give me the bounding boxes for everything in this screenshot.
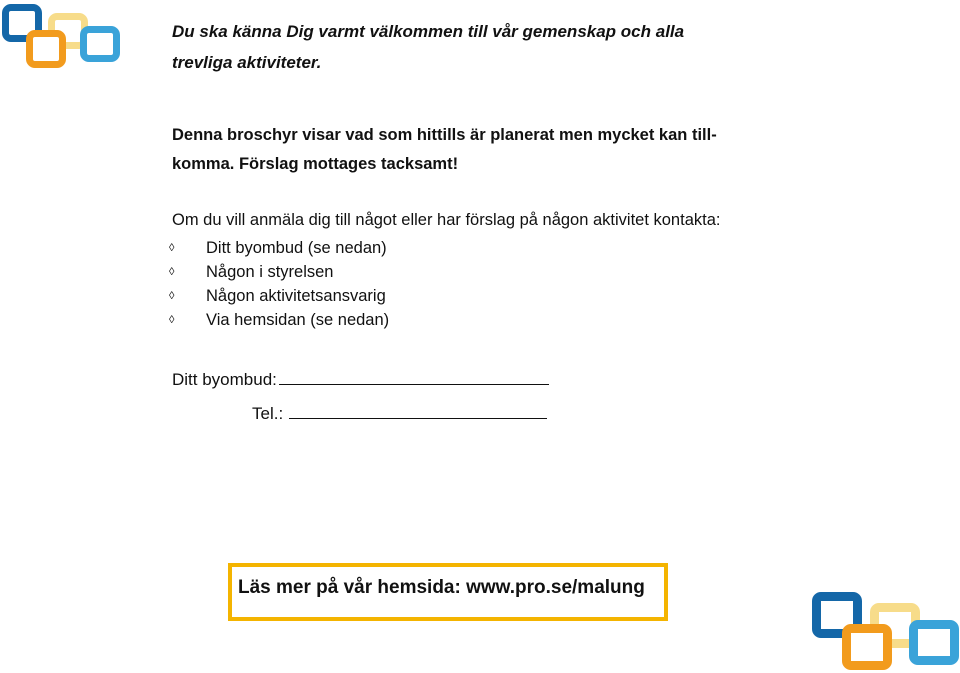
brochure-line-2: komma. Förslag mottages tacksamt!: [172, 155, 459, 173]
list-item-label: Ditt byombud (se nedan): [206, 239, 387, 257]
phone-blank-line: [289, 402, 547, 419]
logo-square-orange: [26, 30, 66, 68]
brochure-line-1: Denna broschyr visar vad som hittills är planerat men mycket kan till-: [172, 126, 717, 144]
brochure-text: [172, 121, 717, 179]
list-item-label: Via hemsidan (se nedan): [206, 311, 390, 329]
list-item: [168, 260, 389, 284]
contact-list: [168, 236, 389, 332]
list-item: [168, 236, 389, 260]
welcome-line-2: trevliga aktiviteter.: [172, 53, 322, 72]
list-item-label: Någon aktivitetsansvarig: [206, 287, 386, 305]
logo-square-light-blue: [80, 26, 120, 62]
phone-field: [252, 402, 547, 426]
phone-label: Tel.:: [252, 404, 284, 423]
welcome-text: [172, 16, 684, 78]
logo-square-orange: [842, 624, 892, 670]
logo-top-left: [0, 0, 125, 72]
list-item: [168, 284, 389, 308]
logo-bottom-right: [808, 588, 960, 673]
diamond-bullet-icon: ◊: [169, 314, 175, 326]
diamond-bullet-icon: ◊: [169, 266, 175, 278]
representative-blank-line: [279, 368, 549, 385]
diamond-bullet-icon: ◊: [169, 242, 175, 254]
welcome-line-1: Du ska känna Dig varmt välkommen till vår gemenskap och alla: [172, 22, 685, 41]
list-item-label: Någon i styrelsen: [206, 263, 334, 281]
diamond-bullet-icon: ◊: [169, 290, 175, 302]
representative-label: Ditt byombud:: [172, 370, 277, 389]
website-notice-box: [228, 563, 668, 621]
website-notice-text: Läs mer på vår hemsida: www.pro.se/malung: [238, 577, 645, 598]
logo-square-light-blue: [909, 620, 959, 665]
list-item: [168, 308, 389, 332]
contact-intro: Om du vill anmäla dig till något eller har förslag på någon aktivitet kontakta:: [172, 211, 721, 229]
representative-field: [172, 368, 549, 392]
